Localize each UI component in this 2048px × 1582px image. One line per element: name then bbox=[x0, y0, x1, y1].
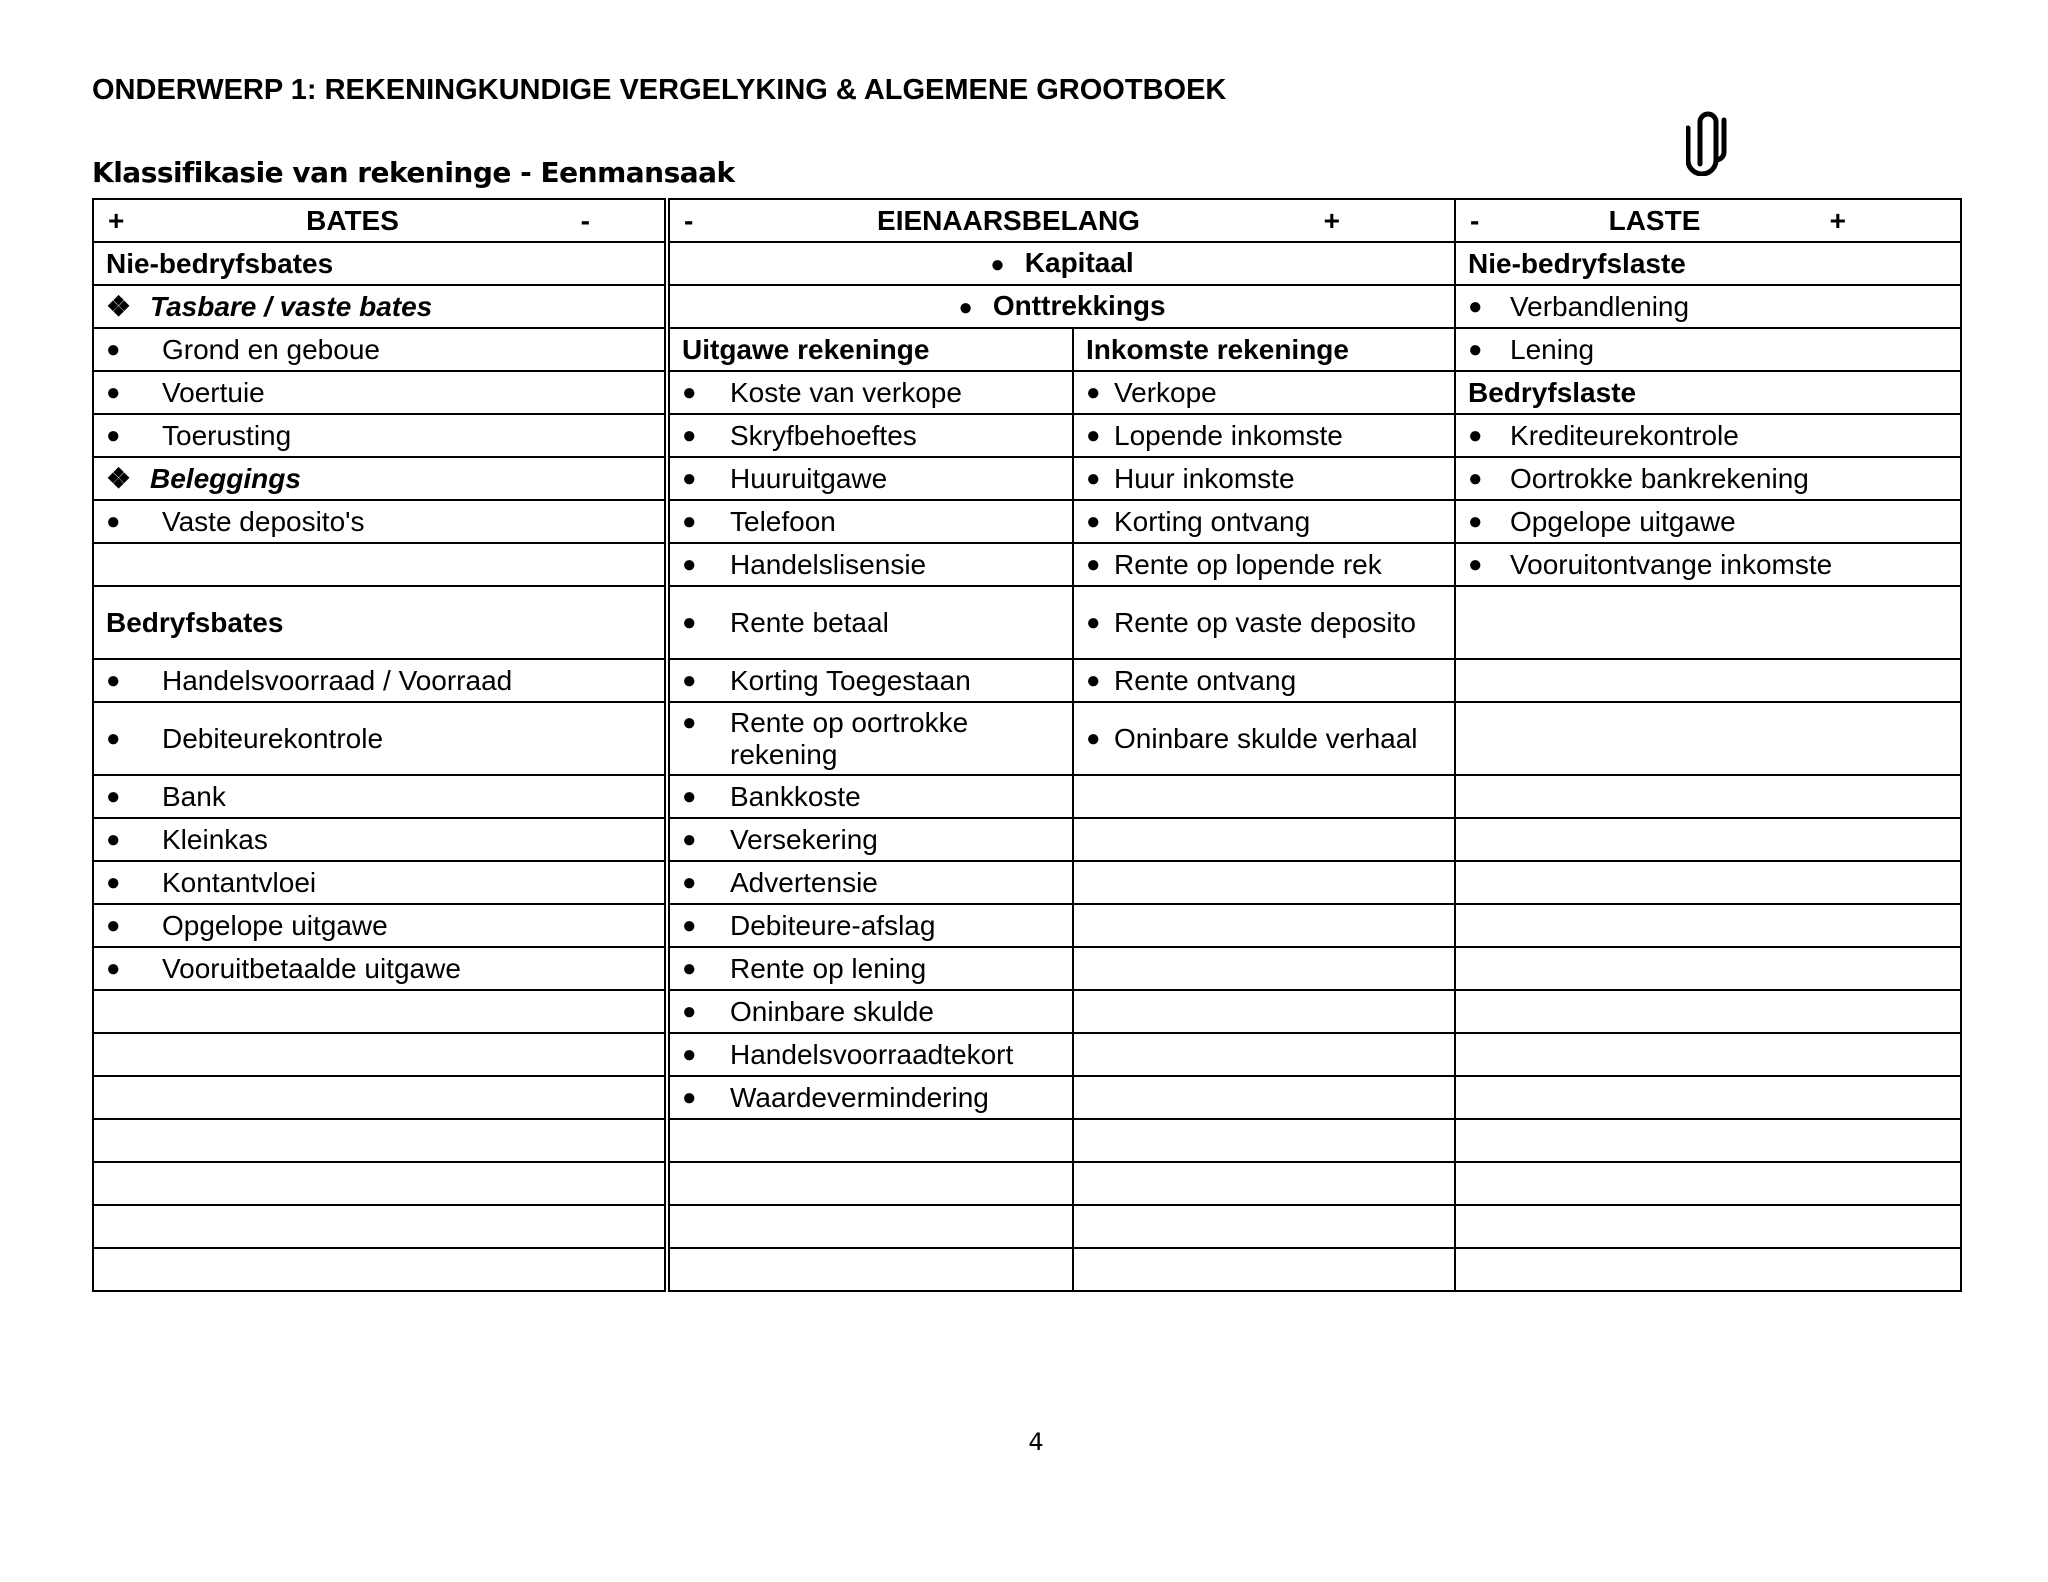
bullet-icon: ● bbox=[106, 507, 121, 535]
bullet-icon: ● bbox=[1468, 421, 1483, 449]
beleggings-heading-cell bbox=[93, 457, 667, 500]
inkomste-item-cell bbox=[1073, 500, 1455, 543]
table-row bbox=[93, 543, 1961, 586]
empty-cell bbox=[1455, 1248, 1961, 1291]
uitgawe-item: Rente betaal bbox=[730, 606, 889, 638]
bullet-icon: ● bbox=[1468, 550, 1483, 578]
bates-item: Vooruitbetaalde uitgawe bbox=[162, 952, 461, 984]
nie-bedryfslaste-heading: Nie-bedryfslaste bbox=[1455, 242, 1961, 285]
table-row bbox=[93, 414, 1961, 457]
bullet-icon: ● bbox=[106, 421, 121, 449]
bates-item-cell bbox=[93, 702, 667, 775]
inkomste-item-cell bbox=[1073, 371, 1455, 414]
uitgawe-item-cell bbox=[667, 586, 1073, 659]
uitgawe-item-cell bbox=[667, 1033, 1073, 1076]
bates-item-cell bbox=[93, 371, 667, 414]
uitgawe-item-cell bbox=[667, 861, 1073, 904]
table-row bbox=[93, 586, 1961, 659]
bullet-icon: ● bbox=[106, 825, 121, 853]
table-row bbox=[93, 1119, 1961, 1162]
laste-item: Lening bbox=[1510, 333, 1595, 365]
empty-cell bbox=[1073, 1248, 1455, 1291]
empty-cell bbox=[1073, 1033, 1455, 1076]
bullet-icon: ● bbox=[682, 1040, 697, 1068]
diamond-bullet-icon: ❖ bbox=[106, 290, 132, 322]
inkomste-item: Rente op vaste deposito bbox=[1114, 606, 1416, 638]
bullet-icon: ● bbox=[682, 507, 697, 535]
bates-header: BATES bbox=[306, 204, 399, 236]
bates-item-cell bbox=[93, 947, 667, 990]
bates-item: Toerusting bbox=[162, 419, 292, 451]
empty-cell bbox=[1455, 702, 1961, 775]
page-number: 4 bbox=[1028, 1428, 1044, 1456]
bullet-icon: ● bbox=[106, 868, 121, 896]
bullet-icon: ● bbox=[682, 421, 697, 449]
bullet-icon: ● bbox=[1086, 421, 1101, 449]
inkomste-item-cell bbox=[1073, 702, 1455, 775]
bullet-icon: ● bbox=[682, 1083, 697, 1111]
tasbare-heading-cell bbox=[93, 285, 667, 328]
bates-right-sign: - bbox=[580, 204, 590, 236]
bullet-icon: ● bbox=[1086, 608, 1101, 636]
table-row bbox=[93, 457, 1961, 500]
empty-cell bbox=[1073, 775, 1455, 818]
table-row bbox=[93, 818, 1961, 861]
beleggings-heading: Beleggings bbox=[150, 462, 301, 494]
bullet-icon: ● bbox=[1468, 335, 1483, 363]
table-row bbox=[93, 1205, 1961, 1248]
nie-bedryfsbates-heading: Nie-bedryfsbates bbox=[93, 242, 667, 285]
bates-item: Voertuie bbox=[162, 376, 265, 408]
uitgawe-item-cell bbox=[667, 371, 1073, 414]
uitgawe-item-cell bbox=[667, 775, 1073, 818]
inkomste-item: Oninbare skulde verhaal bbox=[1114, 722, 1418, 754]
laste-right-sign: + bbox=[1829, 204, 1847, 236]
bullet-icon: ● bbox=[106, 335, 121, 363]
empty-cell bbox=[667, 1205, 1073, 1248]
laste-header-cell bbox=[1455, 199, 1961, 242]
empty-cell bbox=[93, 1205, 667, 1248]
bedryfslaste-heading: Bedryfslaste bbox=[1455, 371, 1961, 414]
bullet-icon: ● bbox=[682, 550, 697, 578]
table-row bbox=[93, 775, 1961, 818]
bullet-icon: ● bbox=[1086, 464, 1101, 492]
bates-item-cell bbox=[93, 328, 667, 371]
uitgawe-item-cell bbox=[667, 414, 1073, 457]
inkomste-item: Lopende inkomste bbox=[1114, 419, 1343, 451]
bullet-icon: ● bbox=[682, 464, 697, 492]
empty-cell bbox=[1073, 1119, 1455, 1162]
bullet-icon: ● bbox=[1086, 378, 1101, 406]
table-header-row bbox=[93, 199, 1961, 242]
table-row bbox=[93, 1162, 1961, 1205]
empty-cell bbox=[93, 1248, 667, 1291]
inkomste-item: Verkope bbox=[1114, 376, 1217, 408]
bullet-icon: ● bbox=[682, 911, 697, 939]
bullet-icon: ● bbox=[106, 666, 121, 694]
inkomste-item: Korting ontvang bbox=[1114, 505, 1311, 537]
empty-cell bbox=[1455, 1119, 1961, 1162]
table-row bbox=[93, 659, 1961, 702]
onttrekkings-cell bbox=[667, 285, 1455, 328]
eienaarsbelang-left-sign: - bbox=[684, 204, 694, 236]
inkomste-item-cell bbox=[1073, 414, 1455, 457]
uitgawe-item: Debiteure-afslag bbox=[730, 909, 936, 941]
uitgawe-item: Korting Toegestaan bbox=[730, 664, 971, 696]
empty-cell bbox=[1455, 947, 1961, 990]
laste-item: Oortrokke bankrekening bbox=[1510, 462, 1809, 494]
table-row bbox=[93, 990, 1961, 1033]
inkomste-item: Huur inkomste bbox=[1114, 462, 1295, 494]
empty-cell bbox=[1455, 861, 1961, 904]
uitgawe-item-cell bbox=[667, 818, 1073, 861]
bullet-icon: ● bbox=[106, 911, 121, 939]
empty-cell bbox=[1455, 904, 1961, 947]
uitgawe-item: Rente op lening bbox=[730, 952, 927, 984]
bates-item-cell bbox=[93, 414, 667, 457]
empty-cell bbox=[1455, 1162, 1961, 1205]
bullet-icon: ● bbox=[682, 868, 697, 896]
empty-cell bbox=[93, 1162, 667, 1205]
bullet-icon: ● bbox=[106, 782, 121, 810]
laste-header: LASTE bbox=[1608, 204, 1701, 236]
uitgawe-item: Koste van verkope bbox=[730, 376, 962, 408]
bates-left-sign: + bbox=[108, 204, 125, 236]
laste-item-cell bbox=[1455, 285, 1961, 328]
uitgawe-item: Oninbare skulde bbox=[730, 995, 934, 1027]
laste-item-cell bbox=[1455, 500, 1961, 543]
bullet-icon: ● bbox=[1086, 724, 1101, 752]
laste-item: Krediteurekontrole bbox=[1510, 419, 1739, 451]
empty-cell bbox=[1073, 904, 1455, 947]
uitgawe-item-cell bbox=[667, 904, 1073, 947]
bullet-icon: ● bbox=[682, 608, 697, 636]
bullet-icon: ● bbox=[682, 782, 697, 810]
bullet-icon: ● bbox=[1086, 550, 1101, 578]
bates-item: Kontantvloei bbox=[162, 866, 317, 898]
uitgawe-item-cell bbox=[667, 990, 1073, 1033]
table-row bbox=[93, 285, 1961, 328]
bates-item-cell bbox=[93, 861, 667, 904]
kapitaal-cell bbox=[667, 242, 1455, 285]
bates-item: Handelsvoorraad / Voorraad bbox=[162, 664, 513, 696]
uitgawe-item: Advertensie bbox=[730, 866, 878, 898]
bullet-icon: ● bbox=[106, 378, 121, 406]
empty-cell bbox=[93, 1119, 667, 1162]
page-heading: ONDERWERP 1: REKENINGKUNDIGE VERGELYKING & ALGEMENE GROOTBOEK bbox=[92, 74, 1227, 106]
table-row bbox=[93, 702, 1961, 775]
bullet-icon: ● bbox=[958, 293, 973, 321]
table-row bbox=[93, 904, 1961, 947]
empty-cell bbox=[1073, 861, 1455, 904]
bullet-icon: ● bbox=[682, 825, 697, 853]
uitgawe-item-cell bbox=[667, 702, 1073, 775]
table-row bbox=[93, 861, 1961, 904]
table-row bbox=[93, 1033, 1961, 1076]
empty-cell bbox=[1455, 775, 1961, 818]
empty-cell bbox=[93, 543, 667, 586]
empty-cell bbox=[1455, 1033, 1961, 1076]
inkomste-item: Rente op lopende rek bbox=[1114, 548, 1382, 580]
bates-item: Opgelope uitgawe bbox=[162, 909, 388, 941]
bullet-icon: ● bbox=[106, 724, 121, 752]
account-classification-table bbox=[92, 198, 1962, 1292]
empty-cell bbox=[1073, 1162, 1455, 1205]
table-row bbox=[93, 328, 1961, 371]
bullet-icon: ● bbox=[990, 250, 1005, 278]
bullet-icon: ● bbox=[106, 954, 121, 982]
empty-cell bbox=[93, 1033, 667, 1076]
paperclip-icon bbox=[1686, 106, 1730, 176]
bullet-icon: ● bbox=[682, 378, 697, 406]
empty-cell bbox=[1455, 1205, 1961, 1248]
empty-cell bbox=[1073, 818, 1455, 861]
bullet-icon: ● bbox=[682, 666, 697, 694]
bates-item-cell bbox=[93, 904, 667, 947]
tasbare-heading: Tasbare / vaste bates bbox=[150, 290, 433, 322]
uitgawe-item-cell bbox=[667, 500, 1073, 543]
table-subheading: Klassifikasie van rekeninge - Eenmansaak bbox=[92, 156, 735, 189]
bates-header-cell bbox=[93, 199, 667, 242]
uitgawe-item-cell bbox=[667, 659, 1073, 702]
inkomste-item-cell bbox=[1073, 457, 1455, 500]
empty-cell bbox=[667, 1162, 1073, 1205]
empty-cell bbox=[1455, 1076, 1961, 1119]
empty-cell bbox=[667, 1119, 1073, 1162]
eienaarsbelang-header: EIENAARSBELANG bbox=[877, 204, 1140, 236]
inkomste-item: Rente ontvang bbox=[1114, 664, 1297, 696]
uitgawe-item-cell bbox=[667, 947, 1073, 990]
laste-item-cell bbox=[1455, 457, 1961, 500]
eienaarsbelang-header-cell bbox=[667, 199, 1455, 242]
uitgawe-item-cell bbox=[667, 1076, 1073, 1119]
laste-left-sign: - bbox=[1470, 204, 1480, 236]
inkomste-item-cell bbox=[1073, 586, 1455, 659]
bates-item: Grond en geboue bbox=[162, 333, 380, 365]
table-row bbox=[93, 500, 1961, 543]
bullet-icon: ● bbox=[1468, 507, 1483, 535]
uitgawe-item: Bankkoste bbox=[730, 780, 861, 812]
bullet-icon: ● bbox=[1086, 666, 1101, 694]
bullet-icon: ● bbox=[1086, 507, 1101, 535]
empty-cell bbox=[1073, 1076, 1455, 1119]
bates-item-cell bbox=[93, 659, 667, 702]
table-row bbox=[93, 947, 1961, 990]
empty-cell bbox=[1455, 818, 1961, 861]
empty-cell bbox=[93, 990, 667, 1033]
table-row bbox=[93, 1076, 1961, 1119]
kapitaal-label: Kapitaal bbox=[1024, 246, 1134, 278]
laste-item-cell bbox=[1455, 543, 1961, 586]
bates-item: Vaste deposito's bbox=[162, 505, 365, 537]
laste-item: Verbandlening bbox=[1510, 290, 1690, 322]
laste-item-cell bbox=[1455, 414, 1961, 457]
uitgawe-item: Telefoon bbox=[730, 505, 836, 537]
uitgawe-item: Handelslisensie bbox=[730, 548, 927, 580]
uitgawe-item: Skryfbehoeftes bbox=[730, 419, 917, 451]
uitgawe-item: Handelsvoorraadtekort bbox=[730, 1038, 1014, 1070]
uitgawe-item-cell bbox=[667, 543, 1073, 586]
laste-item-cell bbox=[1455, 328, 1961, 371]
bates-item-cell bbox=[93, 818, 667, 861]
laste-item: Vooruitontvange inkomste bbox=[1510, 548, 1833, 580]
uitgawe-item: Waardevermindering bbox=[730, 1081, 989, 1113]
onttrekkings-label: Onttrekkings bbox=[992, 289, 1166, 321]
uitgawe-item: Rente op oortrokke rekening bbox=[730, 706, 969, 770]
bedryfsbates-heading: Bedryfsbates bbox=[93, 586, 667, 659]
inkomste-heading: Inkomste rekeninge bbox=[1073, 328, 1455, 371]
empty-cell bbox=[1073, 990, 1455, 1033]
table-row bbox=[93, 242, 1961, 285]
bates-item-cell bbox=[93, 500, 667, 543]
table-row bbox=[93, 1248, 1961, 1291]
bates-item: Kleinkas bbox=[162, 823, 268, 855]
inkomste-item-cell bbox=[1073, 659, 1455, 702]
eienaarsbelang-right-sign: + bbox=[1323, 204, 1341, 236]
laste-item: Opgelope uitgawe bbox=[1510, 505, 1736, 537]
bullet-icon: ● bbox=[682, 708, 697, 736]
bullet-icon: ● bbox=[682, 997, 697, 1025]
uitgawe-heading: Uitgawe rekeninge bbox=[667, 328, 1073, 371]
empty-cell bbox=[1455, 586, 1961, 659]
diamond-bullet-icon: ❖ bbox=[106, 462, 132, 494]
uitgawe-item-cell bbox=[667, 457, 1073, 500]
bates-item: Bank bbox=[162, 780, 226, 812]
empty-cell bbox=[1455, 990, 1961, 1033]
inkomste-item-cell bbox=[1073, 543, 1455, 586]
bullet-icon: ● bbox=[682, 954, 697, 982]
empty-cell bbox=[1073, 1205, 1455, 1248]
uitgawe-item: Huuruitgawe bbox=[730, 462, 888, 494]
bates-item-cell bbox=[93, 775, 667, 818]
empty-cell bbox=[1455, 659, 1961, 702]
empty-cell bbox=[93, 1076, 667, 1119]
empty-cell bbox=[667, 1248, 1073, 1291]
bullet-icon: ● bbox=[1468, 292, 1483, 320]
bates-item: Debiteurekontrole bbox=[162, 722, 384, 754]
bullet-icon: ● bbox=[1468, 464, 1483, 492]
uitgawe-item: Versekering bbox=[730, 823, 878, 855]
table-row bbox=[93, 371, 1961, 414]
empty-cell bbox=[1073, 947, 1455, 990]
